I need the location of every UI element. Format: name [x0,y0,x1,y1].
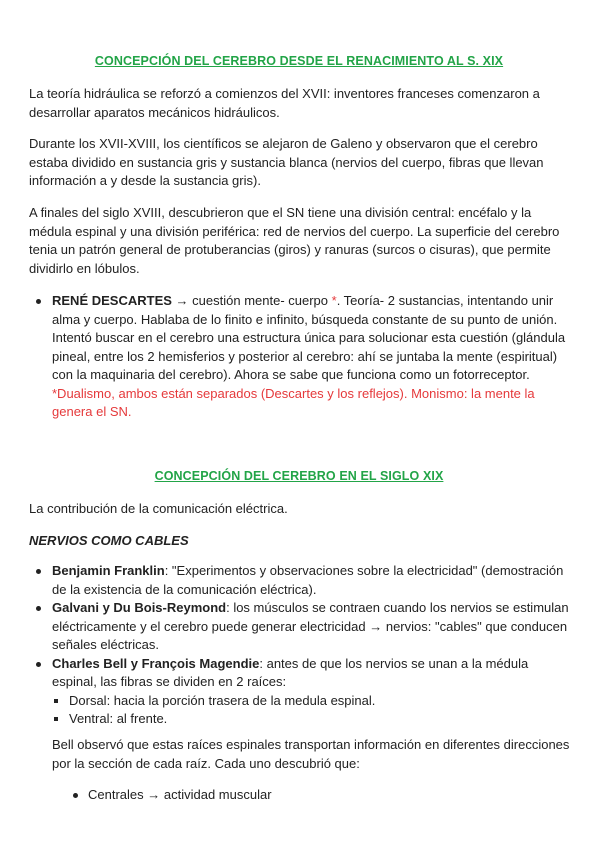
centrales-text-b: actividad muscular [160,787,272,802]
bullet-dot-icon [36,662,41,667]
sublist-item-ventral [52,710,569,729]
list-item-galvani [29,599,569,655]
franklin-text: : "Experimentos y observaciones sobre la electricidad" (demostración de la existencia de la comunicación eléctrica). [52,563,564,597]
sub-item-ventral-text: Ventral: al frente. [69,711,168,726]
sublist-item-dorsal [52,692,569,711]
heading-siglo-xix: CONCEPCIÓN DEL CEREBRO EN EL SIGLO XIX [154,469,444,483]
paragraph-bell-observo: Bell observó que estas raíces espinales transportan información en diferentes direcciones por la sección de cada raíz. Cada uno descubrió que: [52,737,570,771]
list-nervios [29,562,569,729]
paragraph-galeno: Durante los XVII-XVIII, los científicos se alejaron de Galeno y observaron que el cerebro estaba dividido en sustancia gris y sustancia blanca (nervios del cuerpo, fibras que llevan información a y desde la sustancia gris). [29,136,544,188]
list-item-franklin [29,562,569,599]
circle-bullet-icon [73,793,78,798]
list-centrales [71,786,551,805]
asterisk-mark: * [331,293,337,308]
square-bullet-icon [54,717,58,721]
bullet-dot-icon [36,299,41,304]
arrow-icon: → [369,618,383,634]
list-item-bell [29,655,569,729]
sub-item-dorsal-text: Dorsal: hacia la porción trasera de la medula espinal. [69,692,376,708]
sublist-raices [52,692,569,729]
paragraph-comunicacion-electrica: La contribución de la comunicación eléctrica. [29,501,288,516]
galvani-text-a: : los músculos se contraen cuando los nervios se estimulan eléctricamente y el cerebro puede generar electricidad [52,600,569,634]
bullet-dot-icon [36,606,41,611]
arrow-icon: → [147,787,161,802]
galvani-name: Galvani y Du Bois-Reymond [52,600,227,615]
list-item-descartes [29,292,569,422]
subheading-nervios-cables: NERVIOS COMO CABLES [29,533,189,548]
list-descartes [29,292,569,422]
list-item-centrales [71,786,551,805]
bullet-dot-icon [36,569,41,574]
square-bullet-icon [54,699,58,703]
centrales-text-a: Centrales [88,787,148,802]
galvani-text-b: nervios: "cables" que conducen señales eléctricas. [52,618,568,652]
bell-name: Charles Bell y François Magendie [52,655,260,671]
descartes-text-a: cuestión mente- cuerpo [188,293,332,308]
bell-text: : antes de que los nervios se unan a la médula espinal, las fibras se dividen en 2 raíces: [52,655,529,689]
heading-renacimiento: CONCEPCIÓN DEL CEREBRO DESDE EL RENACIMIENTO AL S. XIX [94,54,504,68]
descartes-text-b: . Teoría- 2 sustancias, intentando unir alma y cuerpo. Hablaba de lo finito e infinito, búsqueda constante de su punto de unión. Intentó buscar en el cerebro una estructura única para solucionar esta cuestión (glándula pineal, entre los 2 hemisferios y posterior al cerebro: ahí se juntaba la mente (espiritual) con la maquinaria del cerebro). Ahora se sabe que funciona como un fotorreceptor. [52,293,566,382]
franklin-name: Benjamin Franklin [52,563,165,578]
paragraph-teoria-hidraulica: La teoría hidráulica se reforzó a comienzos del XVII: inventores franceses comenzaron a desarrollar aparatos mecánicos hidráulicos. [29,86,540,120]
descartes-note: *Dualismo, ambos están separados (Descartes y los reflejos). Monismo: la mente la genera el SN. [52,385,535,419]
arrow-icon: → [175,293,189,308]
paragraph-siglo-xviii: A finales del siglo XVIII, descubrieron que el SN tiene una división central: encéfalo y la médula espinal y una división periférica: red de nervios del cuerpo. La superficie del cerebro tenia un patrón general de protuberancias (giros) y ranuras (surcos o cisuras), que permite dividirlo en lóbulos. [29,205,560,276]
descartes-name: RENÉ DESCARTES [52,293,172,308]
